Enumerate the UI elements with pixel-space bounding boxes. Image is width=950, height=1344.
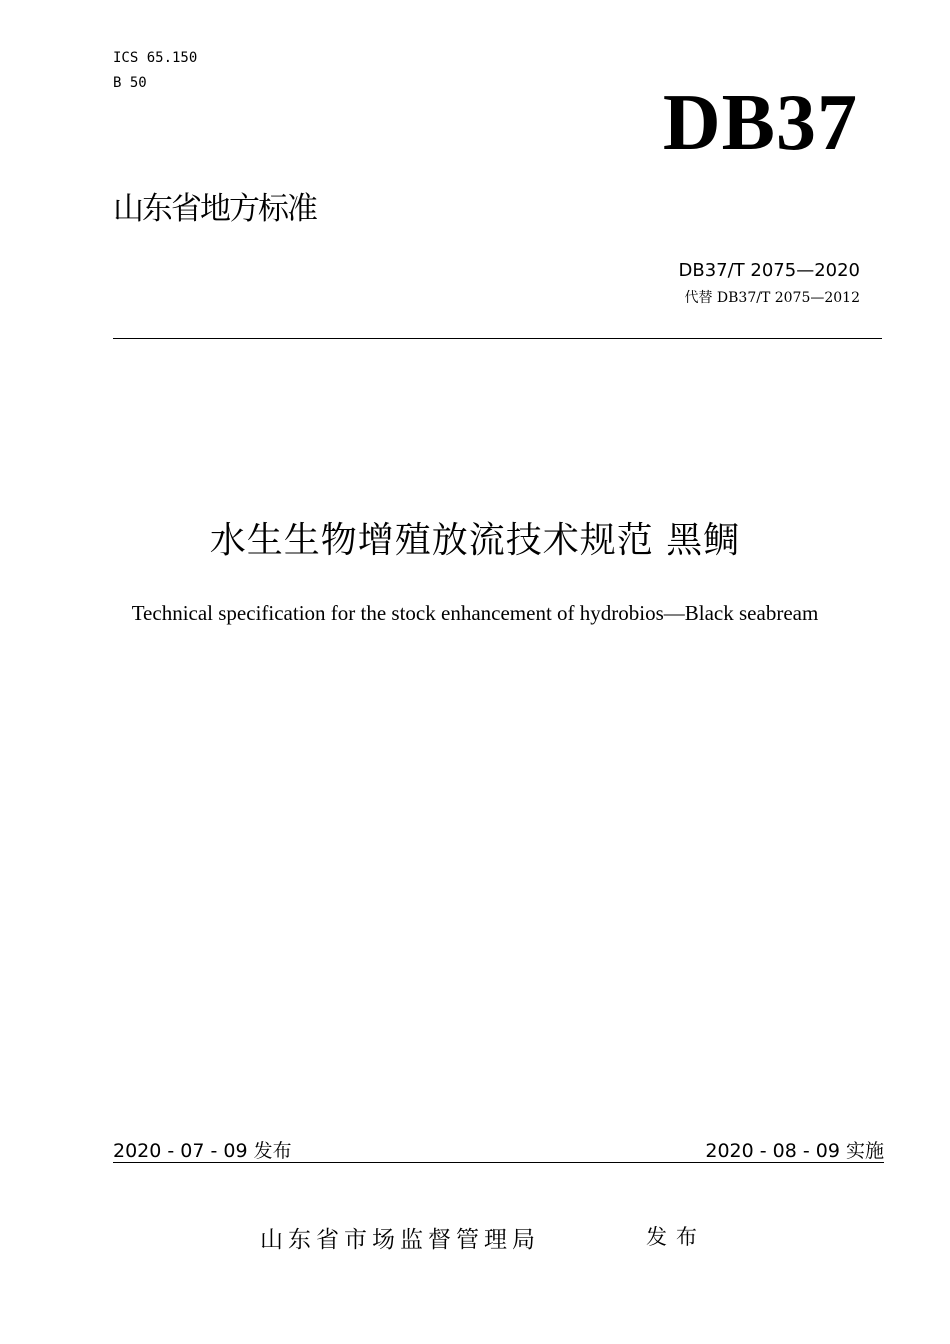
document-title-chinese: 水生生物增殖放流技术规范 黑鲷 bbox=[209, 520, 741, 561]
replaced-standard: 代替 DB37/T 2075—2012 bbox=[684, 290, 860, 306]
issuing-authority: 山东省市场监督管理局 bbox=[260, 1227, 540, 1253]
footer-divider bbox=[113, 1162, 884, 1163]
standard-number: DB37/T 2075—2020 bbox=[678, 260, 860, 281]
document-title-english: Technical specification for the stock enhancement of hydrobios—Black seabream bbox=[131, 601, 819, 625]
standard-code-logo: DB37 bbox=[662, 79, 858, 167]
issue-date: 2020 - 07 - 09 发布 bbox=[113, 1140, 292, 1162]
implementation-date: 2020 - 08 - 09 实施 bbox=[705, 1140, 884, 1162]
standard-type-label: 山东省地方标准 bbox=[113, 191, 316, 227]
header-divider bbox=[113, 338, 882, 339]
ics-code: ICS 65.150 bbox=[113, 50, 198, 66]
issue-label: 发布 bbox=[646, 1225, 706, 1249]
ccs-code: B 50 bbox=[113, 75, 147, 91]
